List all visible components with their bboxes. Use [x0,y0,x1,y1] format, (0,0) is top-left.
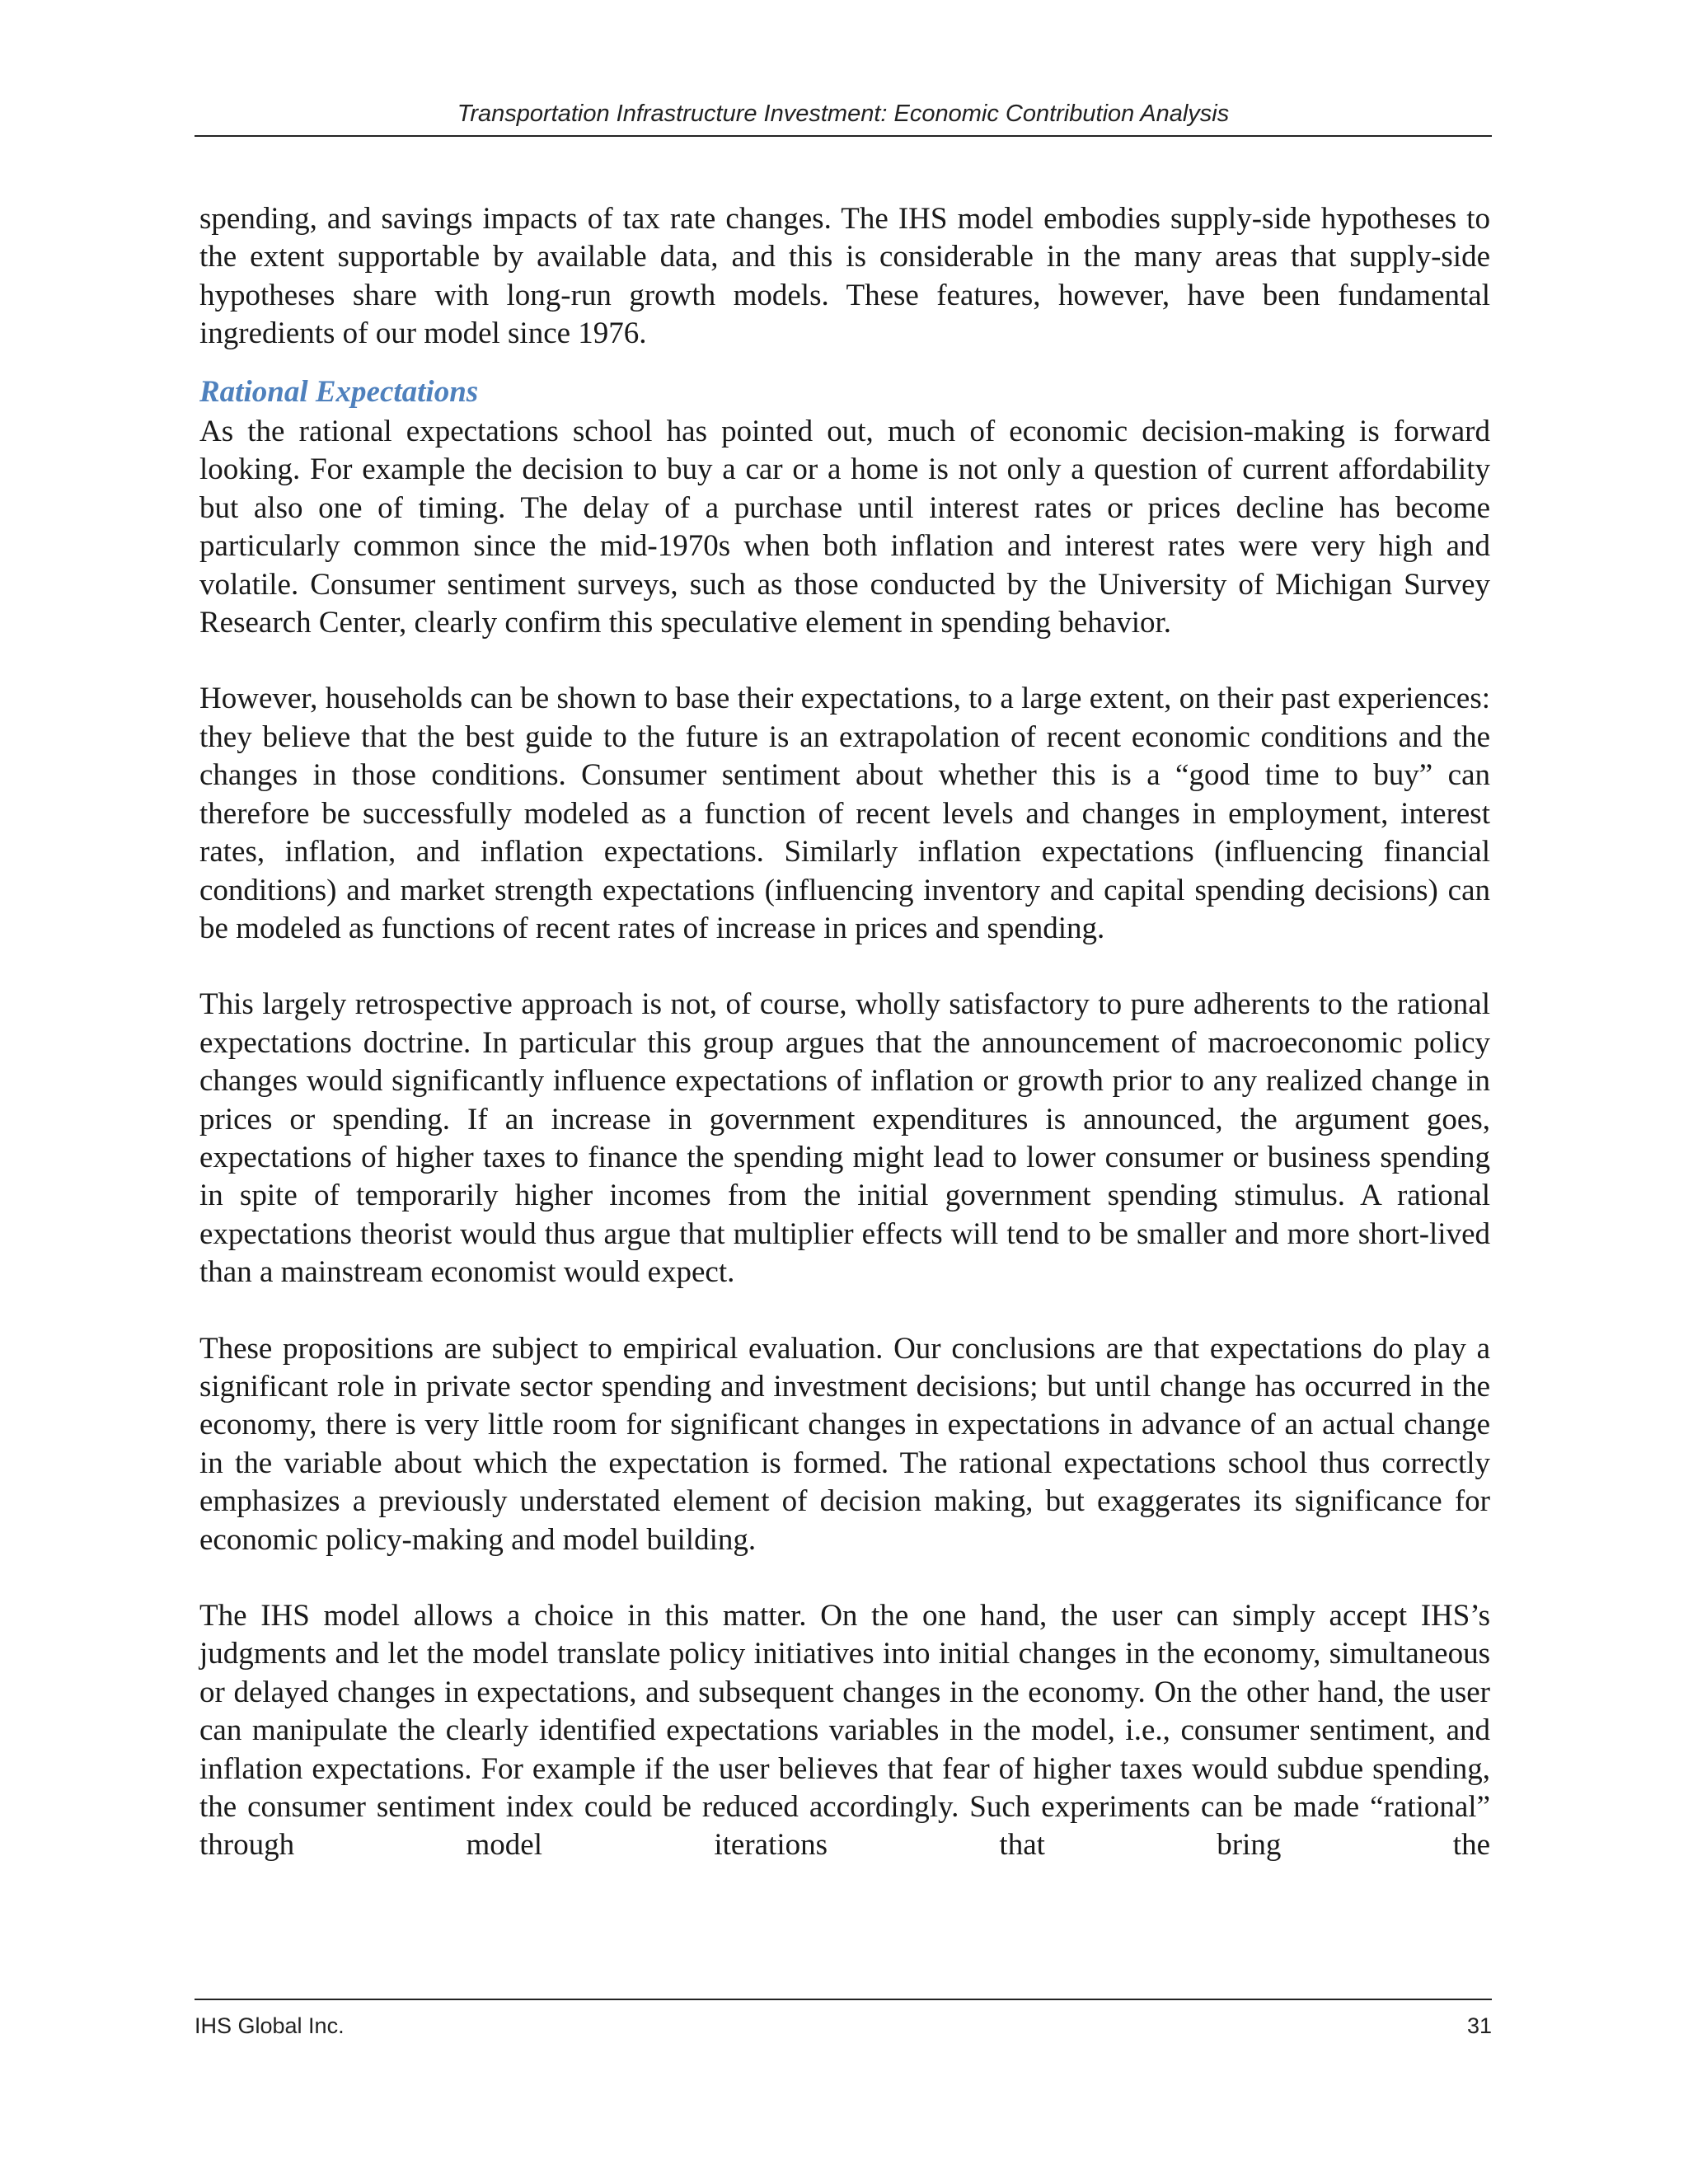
header-divider [195,135,1492,137]
section-heading: Rational Expectations [199,374,479,409]
page-number: 31 [1466,2013,1492,2038]
body-paragraph: These propositions are subject to empirical evaluation. Our conclusions are that expectations do play a significant role in private sector spending and investment decisions; but until change has occurred in the economy, there is very little room for significant changes in expectations in advance of an actual change in the variable about which the expectation is formed. The rational expectations school thus correctly emphasizes a previously understated element of decision making, but exaggerates its significance for economic policy-making and model building. [199,1331,1490,1557]
body-paragraph: This largely retrospective approach is not, of course, wholly satisfactory to pure adherents to the rational expectations doctrine. In particular this group argues that the announcement of macroeconomic policy changes would significantly influence expectations of inflation or growth prior to any realized change in prices or spending. If an increase in government expenditures is announced, the argument goes, expectations of higher taxes to finance the spending might lead to lower consumer or business spending in spite of temporarily higher incomes from the initial government spending stimulus. A rational expectations theorist would thus argue that multiplier effects will tend to be smaller and more short-lived than a mainstream economist would expect. [199,987,1490,1290]
body-paragraph: The IHS model allows a choice in this matter. On the one hand, the user can simply accept IHS’s judgments and let the model translate policy initiatives into initial changes in the economy, simultaneous or delayed changes in expectations, and subsequent changes in the economy. On the other hand, the user can manipulate the clearly identified expectations variables in the model, i.e., consumer sentiment, and inflation expectations. For example if the user believes that fear of higher taxes would subdue spending, the consumer sentiment index could be reduced accordingly. Such experiments can be made “rational” through model iterations that bring the [199,1599,1490,1863]
running-header: Transportation Infrastructure Investment: Economic Contribution Analysis [457,101,1230,127]
body-paragraph: However, households can be shown to base their expectations, to a large extent, on their past experiences: they believe that the best guide to the future is an extrapolation of recent economic conditions and the changes in those conditions. Consumer sentiment about whether this is a “good time to buy” can therefore be successfully modeled as a function of recent levels and changes in employment, interest rates, inflation, and inflation expectations. Similarly inflation expectations (influencing financial conditions) and market strength expectations (influencing inventory and capital spending decisions) can be modeled as functions of recent rates of increase in prices and spending. [199,682,1490,945]
page-body [199,200,1490,1865]
body-paragraph: As the rational expectations school has pointed out, much of economic decision-making is forward looking. For example the decision to buy a car or a home is not only a question of current affordability but also one of timing. The delay of a purchase until interest rates or prices decline has become particularly common since the mid-1970s when both inflation and interest rates were very high and volatile. Consumer sentiment surveys, such as those conducted by the University of Michigan Survey Research Center, clearly confirm this speculative element in spending behavior. [199,415,1490,640]
footer-divider [195,1999,1492,2000]
intro-paragraph: spending, and savings impacts of tax rate changes. The IHS model embodies supply-side hypotheses to the extent supportable by available data, and this is considerable in the many areas that supply-side hypotheses share with long-run growth models. These features, however, have been fundamental ingredients of our model since 1976. [199,202,1490,351]
footer-company: IHS Global Inc. [195,2013,345,2038]
